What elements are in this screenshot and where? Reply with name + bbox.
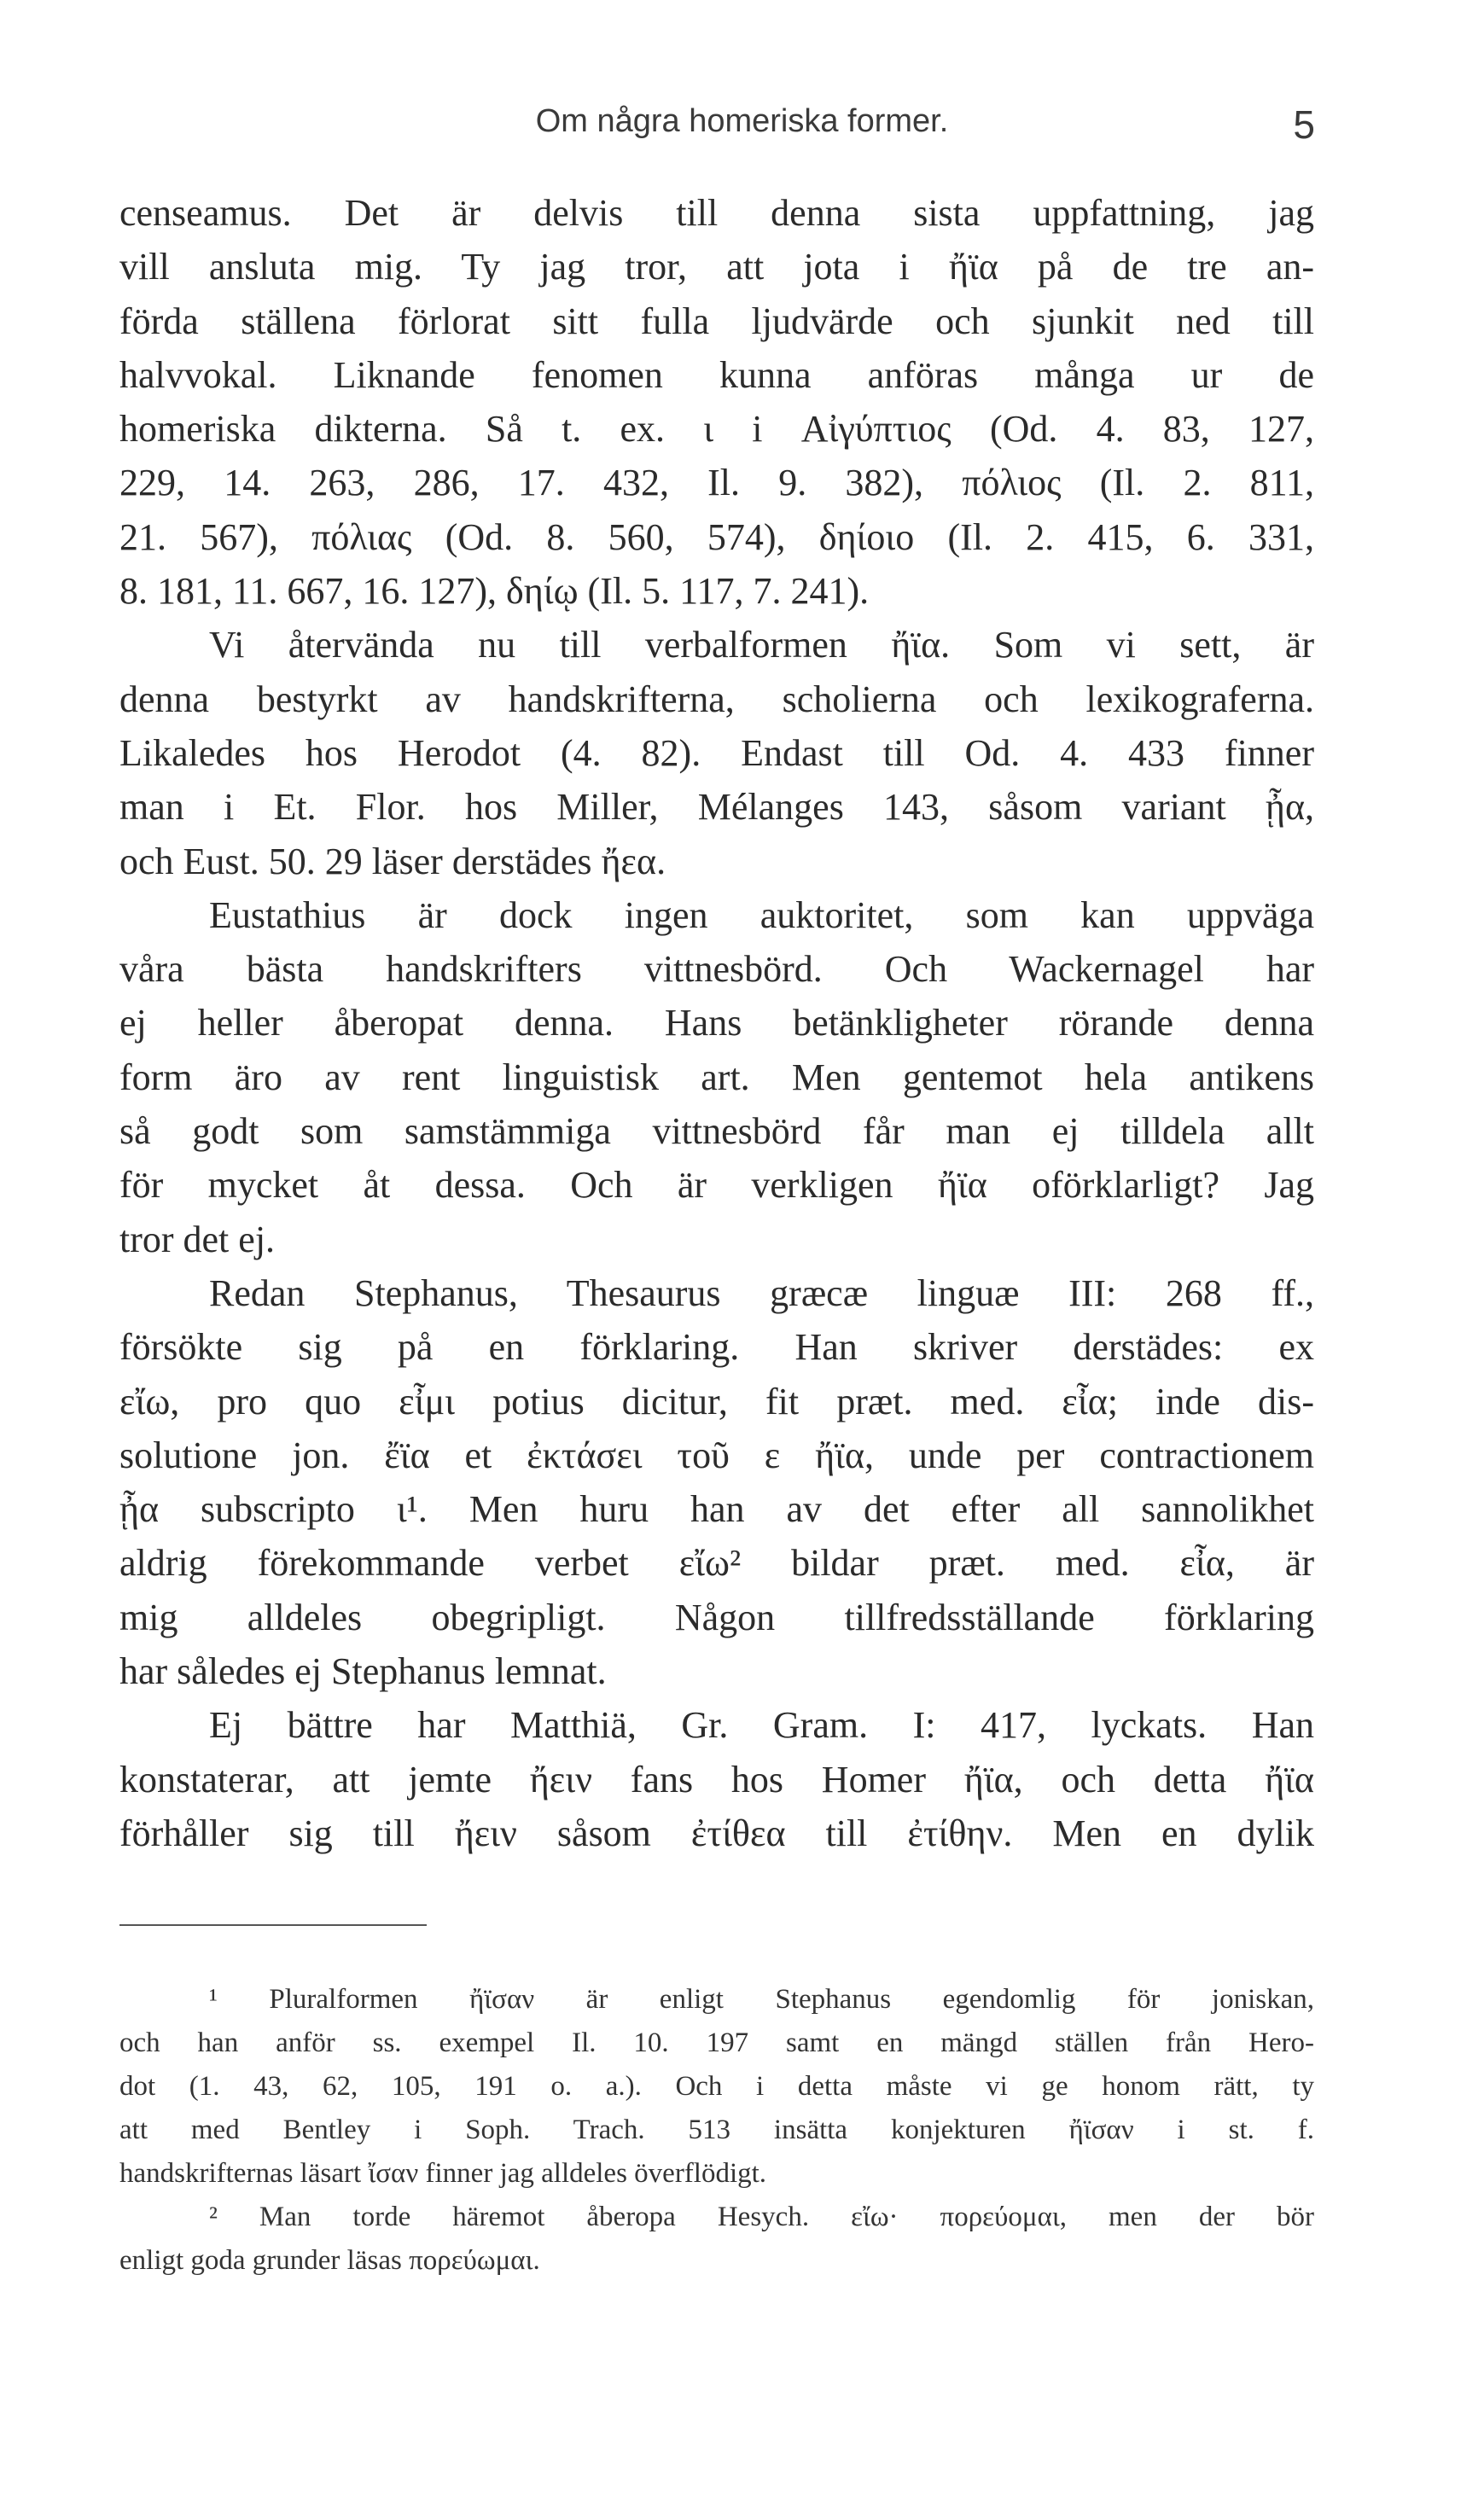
footnote-line: ¹ Pluralformen ἤϊσαν är enligt Stephanus egendomlig för joniskan, bbox=[209, 1984, 1314, 2015]
body-text-line: tror det ej. bbox=[119, 1218, 276, 1260]
footnote-line: och han anför ss. exempel Il. 10. 197 samt en mängd ställen från Hero- bbox=[119, 2027, 1314, 2058]
body-text-line: denna bestyrkt av handskrifterna, scholierna och lexikograferna. bbox=[119, 678, 1314, 720]
body-text-line: och Eust. 50. 29 läser derstädes ἤεα. bbox=[119, 840, 666, 882]
body-text-line: Vi återvända nu till verbalformen ἤϊα. Som vi sett, är bbox=[209, 624, 1314, 666]
body-text-line: förda ställena förlorat sitt fulla ljudvärde och sjunkit ned till bbox=[119, 300, 1314, 342]
body-text bbox=[119, 186, 1314, 1860]
body-text-line: ej heller åberopat denna. Hans betänkligheter rörande denna bbox=[119, 1002, 1314, 1044]
body-text-line: 229, 14. 263, 286, 17. 432, Il. 9. 382), πόλιος (Il. 2. 811, bbox=[119, 462, 1314, 504]
body-text-line: solutione jon. ἔϊα et ἐκτάσει τοῦ ε ἤϊα, unde per contractionem bbox=[119, 1434, 1314, 1476]
page-number: 5 bbox=[1293, 102, 1315, 147]
body-text-line: våra bästa handskrifters vittnesbörd. Och Wackernagel har bbox=[119, 948, 1314, 991]
body-text-line: man i Et. Flor. hos Miller, Mélanges 143, såsom variant ᾖα, bbox=[119, 786, 1314, 829]
footnote-separator bbox=[119, 1924, 427, 1926]
body-text-line: form äro av rent linguistisk art. Men gentemot hela antikens bbox=[119, 1056, 1314, 1098]
body-text-line: 21. 567), πόλιας (Od. 8. 560, 574), δηίοιο (Il. 2. 415, 6. 331, bbox=[119, 515, 1314, 558]
running-title: Om några homeriska former. bbox=[535, 103, 949, 139]
body-text-line: för mycket åt dessa. Och är verkligen ἤϊα oförklarligt? Jag bbox=[119, 1164, 1314, 1207]
body-text-line: har således ej Stephanus lemnat. bbox=[119, 1650, 607, 1693]
body-text-line: Likaledes hos Herodot (4. 82). Endast till Od. 4. 433 finner bbox=[119, 731, 1314, 774]
body-text-line: mig alldeles obegripligt. Någon tillfredsställande förklaring bbox=[119, 1596, 1314, 1638]
body-text-line: förhåller sig till ἤειν såsom ἐτίθεα till ἐτίθην. Men en dylik bbox=[119, 1812, 1314, 1854]
body-text-line: homeriska dikterna. Så t. ex. ι i Αἰγύπτιος (Od. 4. 83, 127, bbox=[119, 408, 1314, 451]
body-text-line: Redan Stephanus, Thesaurus græcæ linguæ III: 268 ff., bbox=[209, 1271, 1314, 1314]
body-text-line: εἴω, pro quo εἶμι potius dicitur, fit præt. med. εἶα; inde dis- bbox=[119, 1380, 1314, 1422]
footnote-line: att med Bentley i Soph. Trach. 513 insätta konjekturen ἤϊσαν i st. f. bbox=[119, 2115, 1314, 2145]
footnote-line: dot (1. 43, 62, 105, 191 o. a.). Och i detta måste vi ge honom rätt, ty bbox=[119, 2071, 1314, 2102]
body-text-line: halvvokal. Liknande fenomen kunna anföras många ur de bbox=[119, 353, 1314, 396]
body-text-line: ᾖα subscripto ι¹. Men huru han av det efter all sannolikhet bbox=[119, 1488, 1314, 1531]
body-text-line: aldrig förekommande verbet εἴω² bildar præt. med. εἶα, är bbox=[119, 1542, 1314, 1585]
page-header bbox=[0, 96, 1484, 147]
footnote-line: ² Man torde häremot åberopa Hesych. εἴω· πορεύομαι, men der bör bbox=[209, 2202, 1314, 2232]
footnote-line: handskrifternas läsart ἴσαν finner jag alldeles överflödigt. bbox=[119, 2158, 767, 2189]
body-text-line: censeamus. Det är delvis till denna sista uppfattning, jag bbox=[119, 192, 1314, 234]
body-text-line: så godt som samstämmiga vittnesbörd får man ej tilldela allt bbox=[119, 1110, 1314, 1153]
body-text-line: vill ansluta mig. Ty jag tror, att jota i ἤϊα på de tre an- bbox=[119, 246, 1314, 288]
body-text-line: konstaterar, att jemte ἤειν fans hos Homer ἤϊα, och detta ἤϊα bbox=[119, 1758, 1314, 1801]
footnote-line: enligt goda grunder läsas πορεύωμαι. bbox=[119, 2245, 540, 2276]
body-text-line: 8. 181, 11. 667, 16. 127), δηίῳ (Il. 5. 117, 7. 241). bbox=[119, 570, 870, 613]
footnotes bbox=[119, 1978, 1314, 2283]
body-text-line: Ej bättre har Matthiä, Gr. Gram. I: 417, lyckats. Han bbox=[209, 1704, 1314, 1747]
body-text-line: försökte sig på en förklaring. Han skriver derstädes: ex bbox=[119, 1326, 1314, 1369]
body-text-line: Eustathius är dock ingen auktoritet, som kan uppväga bbox=[209, 893, 1314, 936]
